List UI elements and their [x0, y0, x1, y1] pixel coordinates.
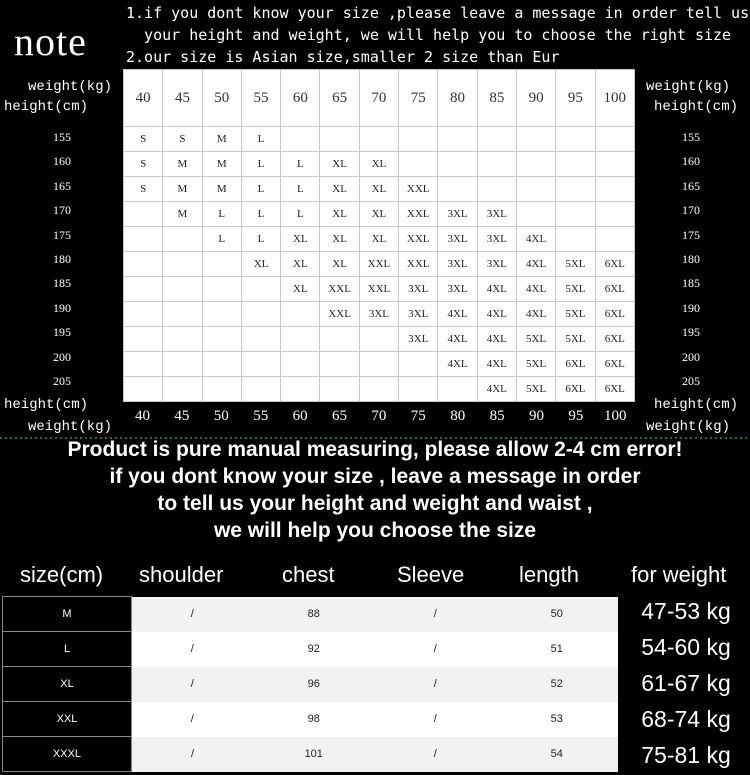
weight-range: 54-60 kg — [641, 634, 731, 660]
size-cell: 4XL — [516, 227, 555, 252]
size-cell: 3XL — [438, 277, 477, 302]
shoulder-cell: / — [132, 632, 254, 667]
weight-header-cell: 95 — [556, 70, 595, 127]
shoulder-cell: / — [132, 667, 254, 702]
size-cell — [399, 352, 438, 377]
size-cell — [438, 127, 477, 152]
size-cell: 3XL — [399, 277, 438, 302]
size-cell: M — [163, 177, 202, 202]
size-cell — [202, 327, 241, 352]
height-axis-label-left: height(cm) — [4, 99, 89, 115]
size-cell: XL — [320, 152, 359, 177]
size-cell — [124, 377, 163, 402]
size-cell — [320, 327, 359, 352]
chest-cell: 101 — [253, 737, 375, 772]
size-cell: M — [3, 597, 132, 632]
size-cell — [320, 377, 359, 402]
grid-row — [124, 302, 635, 327]
size-cell: 4XL — [438, 327, 477, 352]
chest-cell: 98 — [253, 702, 375, 737]
size-cell — [359, 127, 398, 152]
size-cell: XXL — [3, 702, 132, 737]
size-cell: XL — [320, 177, 359, 202]
height-value-right: 160 — [682, 154, 700, 169]
weight-header-cell: 70 — [359, 70, 398, 127]
size-cell — [556, 177, 595, 202]
grid-row — [124, 252, 635, 277]
weight-header-cell: 50 — [202, 70, 241, 127]
size-cell — [359, 352, 398, 377]
size-cell: 5XL — [516, 377, 555, 402]
size-cell — [477, 127, 516, 152]
size-cell — [281, 327, 320, 352]
weight-header-cell: 40 — [124, 70, 163, 127]
size-cell: 4XL — [516, 252, 555, 277]
grid-row — [124, 277, 635, 302]
size-cell — [202, 252, 241, 277]
grid-row — [124, 227, 635, 252]
header-sleeve: Sleeve — [397, 562, 465, 587]
size-cell — [202, 277, 241, 302]
header-shoulder: shoulder — [139, 562, 224, 587]
size-cell: XXL — [399, 227, 438, 252]
size-cell: 4XL — [477, 352, 516, 377]
size-cell: XL — [359, 227, 398, 252]
size-cell: M — [202, 152, 241, 177]
size-cell: XXL — [399, 177, 438, 202]
size-cell: 4XL — [438, 352, 477, 377]
table-row — [3, 702, 618, 737]
message-line: Product is pure manual measuring, please allow 2-4 cm error! — [67, 438, 683, 461]
size-cell: L — [241, 152, 280, 177]
header-length: length — [519, 562, 579, 587]
note-heading: note — [14, 19, 87, 64]
size-cell — [163, 227, 202, 252]
size-cell: XXL — [399, 202, 438, 227]
size-cell: L — [3, 632, 132, 667]
height-value-right: 175 — [682, 227, 700, 242]
size-cell: 6XL — [595, 377, 634, 402]
weight-header-cell: 75 — [399, 70, 438, 127]
size-cell: XXL — [359, 277, 398, 302]
size-cell: L — [241, 177, 280, 202]
weight-value-bottom: 100 — [604, 408, 627, 424]
measurement-table — [2, 596, 618, 772]
size-cell: L — [241, 127, 280, 152]
weight-value-bottom: 40 — [135, 408, 150, 424]
size-cell — [124, 252, 163, 277]
size-cell — [241, 327, 280, 352]
size-cell: XXL — [320, 277, 359, 302]
size-cell: 6XL — [595, 352, 634, 377]
height-axis-label-right: height(cm) — [654, 99, 739, 115]
size-cell: 3XL — [477, 202, 516, 227]
size-cell: XXXL — [3, 737, 132, 772]
size-grid — [123, 69, 635, 402]
length-cell: 50 — [496, 597, 618, 632]
grid-row — [124, 177, 635, 202]
size-cell — [124, 227, 163, 252]
size-cell — [320, 352, 359, 377]
weight-value-bottom: 45 — [174, 408, 190, 424]
weight-value-bottom: 90 — [529, 408, 544, 424]
shoulder-cell: / — [132, 597, 254, 632]
weight-header-cell: 85 — [477, 70, 516, 127]
grid-row — [124, 202, 635, 227]
size-cell — [281, 352, 320, 377]
size-cell: XL — [281, 277, 320, 302]
size-cell: M — [202, 127, 241, 152]
size-cell: 3XL — [477, 252, 516, 277]
size-cell: 4XL — [477, 302, 516, 327]
height-value-right: 185 — [682, 276, 700, 291]
size-cell — [595, 202, 634, 227]
size-cell: 4XL — [516, 277, 555, 302]
size-cell — [241, 302, 280, 327]
size-cell — [241, 377, 280, 402]
weight-range: 47-53 kg — [641, 598, 731, 624]
size-cell: 6XL — [556, 377, 595, 402]
size-cell — [438, 152, 477, 177]
size-cell — [359, 377, 398, 402]
sleeve-cell: / — [375, 632, 497, 667]
weight-value-bottom: 80 — [450, 408, 466, 424]
height-value-left: 200 — [53, 349, 71, 364]
size-cell: S — [124, 177, 163, 202]
size-cell: XXL — [320, 302, 359, 327]
size-cell: M — [163, 202, 202, 227]
size-cell — [202, 352, 241, 377]
sleeve-cell: / — [375, 667, 497, 702]
height-axis-label-bottom-left: height(cm) — [4, 397, 89, 413]
size-cell: XL — [359, 152, 398, 177]
size-cell — [163, 377, 202, 402]
size-cell: 6XL — [595, 302, 634, 327]
size-cell — [124, 302, 163, 327]
size-cell — [399, 152, 438, 177]
grid-header-row — [124, 70, 635, 127]
size-cell — [163, 252, 202, 277]
weight-range: 75-81 kg — [641, 742, 731, 768]
height-value-right: 205 — [682, 374, 700, 388]
size-cell: 4XL — [477, 377, 516, 402]
weight-value-bottom: 55 — [253, 408, 269, 424]
size-cell: 4XL — [477, 327, 516, 352]
table-row — [3, 737, 618, 772]
size-cell: L — [202, 202, 241, 227]
size-cell: L — [202, 227, 241, 252]
weight-value-bottom: 60 — [292, 408, 308, 424]
size-cell: XL — [281, 252, 320, 277]
height-value-right: 180 — [682, 252, 700, 266]
height-value-right: 170 — [682, 203, 700, 218]
size-cell: 4XL — [438, 302, 477, 327]
size-cell: 5XL — [556, 302, 595, 327]
grid-row — [124, 127, 635, 152]
length-cell: 52 — [496, 667, 618, 702]
size-cell: M — [163, 152, 202, 177]
size-cell — [202, 302, 241, 327]
weight-value-bottom: 75 — [410, 408, 426, 424]
height-value-right: 200 — [682, 349, 700, 364]
weight-range: 61-67 kg — [641, 670, 731, 696]
size-cell — [359, 327, 398, 352]
size-cell: XL — [241, 252, 280, 277]
size-cell: S — [124, 127, 163, 152]
weight-value-bottom: 50 — [213, 408, 229, 424]
height-value-left: 155 — [53, 130, 71, 144]
size-cell — [595, 152, 634, 177]
size-cell — [595, 177, 634, 202]
size-cell: XL — [359, 177, 398, 202]
height-value-left: 175 — [53, 227, 71, 242]
size-cell: L — [241, 227, 280, 252]
size-cell — [399, 377, 438, 402]
size-cell — [399, 127, 438, 152]
height-value-left: 180 — [53, 252, 71, 266]
size-cell: 4XL — [516, 302, 555, 327]
shoulder-cell: / — [132, 702, 254, 737]
size-cell — [124, 327, 163, 352]
size-cell — [163, 302, 202, 327]
length-cell: 54 — [496, 737, 618, 772]
weight-axis-label-left: weight(kg) — [28, 79, 113, 95]
size-cell: XL — [3, 667, 132, 702]
header-size: size(cm) — [20, 562, 104, 587]
weight-value-bottom: 85 — [489, 408, 505, 424]
sleeve-cell: / — [375, 737, 497, 772]
note-line: 2.our size is Asian size,smaller 2 size than Eur — [126, 48, 560, 66]
size-cell — [163, 327, 202, 352]
sleeve-cell: / — [375, 597, 497, 632]
height-value-right: 165 — [682, 178, 700, 193]
height-value-right: 195 — [682, 325, 700, 340]
shoulder-cell: / — [132, 737, 254, 772]
size-cell: 3XL — [399, 327, 438, 352]
size-cell — [556, 227, 595, 252]
message-line: we will help you choose the size — [213, 519, 537, 542]
size-cell: L — [281, 177, 320, 202]
size-cell: S — [163, 127, 202, 152]
size-cell: M — [202, 177, 241, 202]
size-cell — [124, 202, 163, 227]
weight-header-cell: 100 — [595, 70, 634, 127]
weight-range: 68-74 kg — [641, 706, 731, 732]
size-cell: 3XL — [438, 202, 477, 227]
size-cell — [595, 227, 634, 252]
size-cell: 6XL — [595, 252, 634, 277]
size-cell: XXL — [399, 252, 438, 277]
size-cell: XL — [359, 202, 398, 227]
weight-value-bottom: 95 — [568, 408, 584, 424]
weight-value-bottom: 70 — [371, 408, 387, 424]
size-cell: 3XL — [359, 302, 398, 327]
size-cell — [241, 277, 280, 302]
size-cell: XL — [281, 227, 320, 252]
size-cell — [163, 352, 202, 377]
size-cell: L — [241, 202, 280, 227]
size-cell — [438, 377, 477, 402]
size-cell: L — [281, 152, 320, 177]
size-cell — [241, 352, 280, 377]
chest-cell: 92 — [253, 632, 375, 667]
size-cell — [556, 127, 595, 152]
grid-row — [124, 352, 635, 377]
grid-row — [124, 327, 635, 352]
size-cell — [516, 177, 555, 202]
weight-axis-label-bottom-left: weight(kg) — [28, 419, 113, 435]
size-cell: 5XL — [556, 252, 595, 277]
size-cell: 3XL — [399, 302, 438, 327]
weight-header-cell: 45 — [163, 70, 202, 127]
size-cell — [516, 202, 555, 227]
weight-header-cell: 55 — [241, 70, 280, 127]
weight-header-cell: 80 — [438, 70, 477, 127]
size-cell: 3XL — [438, 252, 477, 277]
size-cell: XL — [320, 252, 359, 277]
sleeve-cell: / — [375, 702, 497, 737]
size-cell — [516, 127, 555, 152]
grid-row — [124, 377, 635, 402]
size-cell: 6XL — [556, 352, 595, 377]
table-row — [3, 667, 618, 702]
header-chest: chest — [282, 562, 335, 587]
length-cell: 51 — [496, 632, 618, 667]
height-value-left: 190 — [53, 300, 71, 315]
size-cell: 5XL — [556, 277, 595, 302]
weight-header-cell: 90 — [516, 70, 555, 127]
height-value-left: 205 — [53, 374, 71, 388]
grid-row — [124, 152, 635, 177]
size-cell — [281, 127, 320, 152]
height-value-right: 155 — [682, 130, 700, 144]
height-value-left: 170 — [53, 203, 71, 218]
length-cell: 53 — [496, 702, 618, 737]
size-cell: 5XL — [556, 327, 595, 352]
height-axis-label-bottom-right: height(cm) — [654, 397, 739, 413]
size-cell: XL — [320, 227, 359, 252]
size-cell: XL — [320, 202, 359, 227]
note-line: 1.if you dont know your size ,please leave a message in order tell us — [126, 4, 750, 22]
size-cell: S — [124, 152, 163, 177]
size-cell — [438, 177, 477, 202]
size-cell: 3XL — [477, 227, 516, 252]
size-cell — [124, 352, 163, 377]
size-cell: 6XL — [595, 277, 634, 302]
table-row — [3, 632, 618, 667]
size-cell: 4XL — [477, 277, 516, 302]
size-cell: 5XL — [516, 327, 555, 352]
note-line: your height and weight, we will help you to choose the right size — [126, 26, 732, 44]
size-cell — [556, 152, 595, 177]
size-cell — [320, 127, 359, 152]
size-cell: 3XL — [438, 227, 477, 252]
weight-header-cell: 65 — [320, 70, 359, 127]
size-cell — [477, 177, 516, 202]
table-row — [3, 597, 618, 632]
size-cell — [202, 377, 241, 402]
weight-axis-label-bottom-right: weight(kg) — [646, 419, 731, 435]
height-value-left: 185 — [53, 276, 71, 291]
size-cell — [281, 377, 320, 402]
size-cell — [124, 277, 163, 302]
size-cell — [163, 277, 202, 302]
size-cell — [595, 127, 634, 152]
height-value-left: 165 — [53, 178, 71, 193]
size-cell: 6XL — [595, 327, 634, 352]
height-value-left: 195 — [53, 325, 71, 340]
weight-axis-label-right: weight(kg) — [646, 79, 731, 95]
header-for-weight: for weight — [631, 562, 727, 587]
height-value-left: 160 — [53, 154, 71, 169]
size-cell: 5XL — [516, 352, 555, 377]
message-line: to tell us your height and weight and waist , — [157, 492, 593, 515]
weight-header-cell: 60 — [281, 70, 320, 127]
size-cell — [281, 302, 320, 327]
message-line: if you dont know your size , leave a message in order — [109, 465, 641, 488]
weight-value-bottom: 65 — [332, 408, 347, 424]
size-cell — [556, 202, 595, 227]
size-cell — [477, 152, 516, 177]
chest-cell: 88 — [253, 597, 375, 632]
size-cell: XXL — [359, 252, 398, 277]
height-value-right: 190 — [682, 300, 700, 315]
size-cell: L — [281, 202, 320, 227]
size-cell — [516, 152, 555, 177]
chest-cell: 96 — [253, 667, 375, 702]
